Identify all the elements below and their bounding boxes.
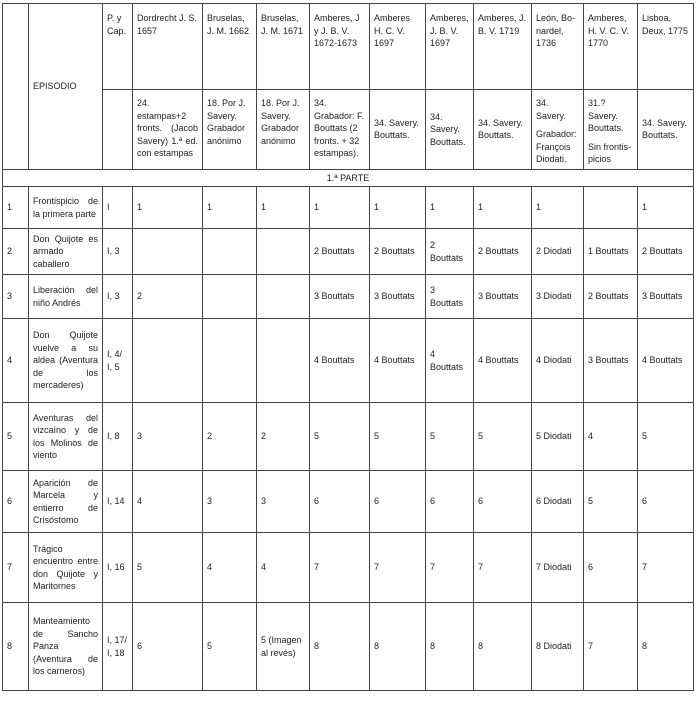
edition-cell: 6 — [310, 471, 370, 533]
edition-cell: 7 — [584, 603, 638, 691]
edition-cell: 6 — [426, 471, 474, 533]
header-episode-cell — [29, 4, 103, 170]
edition-cell: 6 — [133, 603, 203, 691]
row-number: 4 — [3, 319, 29, 403]
table-row — [3, 603, 694, 691]
episode-name: Liberación del niño Andrés — [29, 275, 103, 319]
header-col-leon-1736: León, Bo-nardel, 1736 — [532, 4, 584, 90]
chapter-ref: I, 8 — [103, 403, 133, 471]
edition-cell: 1 — [426, 187, 474, 229]
edition-cell: 8 Diodati — [532, 603, 584, 691]
section-row — [3, 169, 694, 187]
edition-cell: 4 — [203, 533, 257, 603]
header-detail-amberes-jbv-1697: 34. Savery. Bouttats. — [426, 90, 474, 170]
episode-name: Trágico encuentro entre don Quijote y Maritornes — [29, 533, 103, 603]
edition-cell: 2 Diodati — [532, 229, 584, 275]
header-detail-lisboa-1775: 34. Savery. Bouttats. — [638, 90, 694, 170]
edition-cell: 4 Bouttats — [370, 319, 426, 403]
header-col-amberes-1770: Amberes, H. V. C. V. 1770 — [584, 4, 638, 90]
edition-cell: 4 — [257, 533, 310, 603]
edition-cell: 2 Bouttats — [474, 229, 532, 275]
edition-cell: 2 Bouttats — [426, 229, 474, 275]
edition-cell — [133, 229, 203, 275]
header-col-amberes-jbv-1697: Amberes, J. B. V. 1697 — [426, 4, 474, 90]
edition-cell: 5 Diodati — [532, 403, 584, 471]
header-detail-bruselas-1662: 18. Por J. Savery. Grabador anónimo — [203, 90, 257, 170]
edition-cell: 1 — [370, 187, 426, 229]
edition-cell: 2 — [257, 403, 310, 471]
edition-cell: 8 — [370, 603, 426, 691]
edition-cell: 2 — [133, 275, 203, 319]
row-number: 3 — [3, 275, 29, 319]
edition-cell: 5 — [370, 403, 426, 471]
header-col-bruselas-1671: Bruselas, J. M. 1671 — [257, 4, 310, 90]
edition-cell: 4 Bouttats — [638, 319, 694, 403]
chapter-ref: I, 16 — [103, 533, 133, 603]
edition-cell: 1 Bouttats — [584, 229, 638, 275]
header-detail-bruselas-1671: 18. Por J. Savery. Grabador anónimo — [257, 90, 310, 170]
amberes-1770-detail-line2: Sin frontis-picios — [588, 141, 632, 164]
edition-cell: 3 — [257, 471, 310, 533]
header-col-amberes-1719: Amberes, J. B. V. 1719 — [474, 4, 532, 90]
edition-cell: 1 — [133, 187, 203, 229]
edition-cell — [133, 319, 203, 403]
edition-cell: 1 — [203, 187, 257, 229]
table-row — [3, 187, 694, 229]
edition-cell: 2 — [203, 403, 257, 471]
episode-name: Frontispicio de la primera parte — [29, 187, 103, 229]
edition-cell: 3 Diodati — [532, 275, 584, 319]
header-detail-dordrecht-1657: 24. estampas+2 fronts. (Jacob Savery) 1.ª ed. con estampas — [133, 90, 203, 170]
edition-cell: 4 — [133, 471, 203, 533]
chapter-ref: I — [103, 187, 133, 229]
edition-cell: 3 Bouttats — [310, 275, 370, 319]
table-row — [3, 319, 694, 403]
edition-cell: 4 Diodati — [532, 319, 584, 403]
edition-cell: 8 — [474, 603, 532, 691]
header-detail-leon-1736 — [532, 90, 584, 170]
edition-cell: 7 — [370, 533, 426, 603]
edition-cell — [257, 275, 310, 319]
table-row — [3, 275, 694, 319]
chapter-ref: I, 3 — [103, 275, 133, 319]
edition-cell: 5 (Imagen al revés) — [257, 603, 310, 691]
header-detail-amberes-1719: 34. Savery. Bouttats. — [474, 90, 532, 170]
table-row — [3, 533, 694, 603]
edition-cell: 4 — [584, 403, 638, 471]
table-row — [3, 229, 694, 275]
edition-cell: 6 — [370, 471, 426, 533]
episode-name: Don Quijote es armado caballero — [29, 229, 103, 275]
edition-cell: 1 — [310, 187, 370, 229]
edition-cell: 3 Bouttats — [370, 275, 426, 319]
header-detail-amberes-1770 — [584, 90, 638, 170]
header-detail-cap — [103, 90, 133, 170]
row-number: 7 — [3, 533, 29, 603]
edition-cell: 2 Bouttats — [638, 229, 694, 275]
edition-cell — [203, 319, 257, 403]
edition-cell — [203, 275, 257, 319]
header-number-cell — [3, 4, 29, 170]
edition-cell: 3 — [133, 403, 203, 471]
edition-cell — [257, 319, 310, 403]
edition-cell: 1 — [638, 187, 694, 229]
edition-cell: 4 Bouttats — [310, 319, 370, 403]
chapter-ref: I, 4/ I, 5 — [103, 319, 133, 403]
edition-cell: 4 Bouttats — [474, 319, 532, 403]
edition-cell: 2 Bouttats — [370, 229, 426, 275]
header-row-titles — [3, 4, 694, 90]
row-number: 8 — [3, 603, 29, 691]
edition-cell: 5 — [310, 403, 370, 471]
header-row-details — [3, 90, 694, 170]
header-col-amberes-hcv-1697: Amberes H. C. V. 1697 — [370, 4, 426, 90]
header-col-bruselas-1662: Bruselas, J. M. 1662 — [203, 4, 257, 90]
edition-cell: 3 — [203, 471, 257, 533]
amberes-1770-detail-line1: 31.? Savery. Bouttats. — [588, 98, 624, 133]
edition-cell: 5 — [133, 533, 203, 603]
chapter-ref: I, 14 — [103, 471, 133, 533]
header-col-cap: P. y Cap. — [103, 4, 133, 90]
edition-cell: 4 Bouttats — [426, 319, 474, 403]
edition-cell: 2 Bouttats — [584, 275, 638, 319]
chapter-ref: I, 17/ I, 18 — [103, 603, 133, 691]
edition-cell: 3 Bouttats — [638, 275, 694, 319]
edition-cell: 5 — [203, 603, 257, 691]
section-label: 1.ª PARTE — [3, 169, 694, 187]
edition-cell — [203, 229, 257, 275]
edition-cell: 5 — [584, 471, 638, 533]
edition-cell: 2 Bouttats — [310, 229, 370, 275]
edition-cell: 7 — [474, 533, 532, 603]
row-number: 2 — [3, 229, 29, 275]
edition-cell: 6 — [474, 471, 532, 533]
edition-cell: 6 Diodati — [532, 471, 584, 533]
edition-cell: 5 — [426, 403, 474, 471]
edition-cell: 6 — [584, 533, 638, 603]
edition-cell: 7 Diodati — [532, 533, 584, 603]
episode-name: Aventuras del vizcaíno y de los Molinos de viento — [29, 403, 103, 471]
header-detail-amberes-1672: 34. Grabador: F. Bouttats (2 fronts. + 32 estampas). — [310, 90, 370, 170]
table-row — [3, 471, 694, 533]
editions-table — [2, 3, 694, 691]
edition-cell — [584, 187, 638, 229]
episode-header-label: EPISODIO — [33, 81, 77, 91]
edition-cell: 1 — [257, 187, 310, 229]
edition-cell: 7 — [310, 533, 370, 603]
episode-name: Don Quijote vuelve a su aldea (Aventura de los mercaderes) — [29, 319, 103, 403]
edition-cell: 8 — [426, 603, 474, 691]
header-col-amberes-1672: Amberes, J y J. B. V. 1672-1673 — [310, 4, 370, 90]
edition-cell: 5 — [638, 403, 694, 471]
row-number: 6 — [3, 471, 29, 533]
edition-cell — [257, 229, 310, 275]
row-number: 5 — [3, 403, 29, 471]
edition-cell: 6 — [638, 471, 694, 533]
edition-cell: 5 — [474, 403, 532, 471]
leon-detail-line1: 34. Savery. — [536, 98, 566, 121]
header-detail-amberes-hcv-1697: 34. Savery. Bouttats. — [370, 90, 426, 170]
episode-name: Manteamiento de Sancho Panza (Aventura de los carneros) — [29, 603, 103, 691]
header-col-lisboa-1775: Lisboa, Deux, 1775 — [638, 4, 694, 90]
edition-cell: 1 — [532, 187, 584, 229]
episode-rows — [3, 187, 694, 691]
edition-cell: 8 — [310, 603, 370, 691]
edition-cell: 3 Bouttats — [426, 275, 474, 319]
leon-detail-line2: Grabador: François Diodati. — [536, 129, 577, 164]
chapter-ref: I, 3 — [103, 229, 133, 275]
episode-name: Aparición de Marcela y entierro de Crisóstomo — [29, 471, 103, 533]
edition-cell: 7 — [426, 533, 474, 603]
edition-cell: 3 Bouttats — [474, 275, 532, 319]
header-col-dordrecht-1657: Dordrecht J. S. 1657 — [133, 4, 203, 90]
edition-cell: 7 — [638, 533, 694, 603]
table-row — [3, 403, 694, 471]
edition-cell: 1 — [474, 187, 532, 229]
edition-cell: 3 Bouttats — [584, 319, 638, 403]
row-number: 1 — [3, 187, 29, 229]
edition-cell: 8 — [638, 603, 694, 691]
